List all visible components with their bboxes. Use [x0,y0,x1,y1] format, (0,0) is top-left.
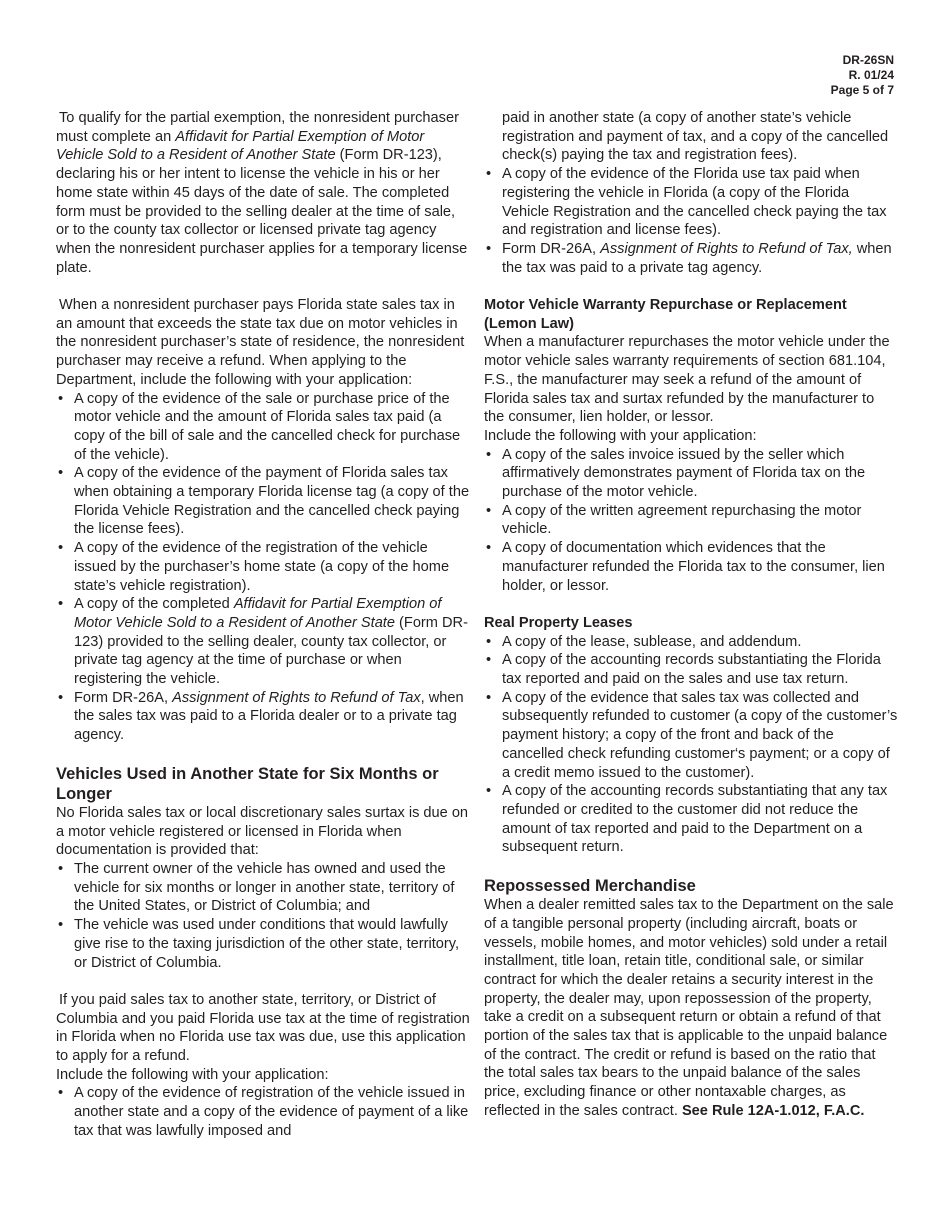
form-header [831,53,894,98]
list-item: • The current owner of the vehicle has owned and used the vehicle for six months or longer in another state, territory of the United States, or District of Columbia; and [56,860,470,916]
list-item: • A copy of the evidence of the registration of the vehicle issued by the purchaser’s home state (a copy of the home state’s vehicle registration). [56,539,470,595]
right-column [484,109,898,1121]
lemon-law-paragraph: When a manufacturer repurchases the motor vehicle under the motor vehicle sales warranty requirements of section 681.104, F.S., the manufacturer may seek a refund of the amount of Florida sales tax and surtax refunded by the manufacturer to the consumer, lien holder, or lessor. [484,334,890,426]
lemon-law-list [484,446,898,596]
repossessed-paragraph: When a dealer remitted sales tax to the Department on the sale of a tangible personal property (including aircraft, boats or vessels, mobile homes, and motor vehicles) sold under a retail installment, title loan, retain title, conditional sale, or similar contract for which the dealer retains a security interest in the property, the dealer may, upon repossession of the property, take a credit on a subsequent return or obtain a refund of that portion of the sales tax that is applicable to the unpaid balance of the contract. The credit or refund is based on the ratio that the total sales tax bears to the unpaid balance of the sales price, excluding finance or other nontaxable charges, as reflected in the sales contract. See Rule 12A-1.012, F.A.C. [484,897,894,1119]
section-heading-lemon-law: Motor Vehicle Warranty Repurchase or Replacement (Lemon Law) [484,297,847,332]
left-column [56,109,470,1141]
partial-exemption-paragraph: To qualify for the partial exemption, the nonresident purchaser must complete an Affidavit for Partial Exemption of Motor Vehicle Sold to a Resident of Another State (Form DR-123), declaring his or her intent to license the vehicle in his or her home state within 45 days of the date of sale. The completed form must be provided to the selling dealer at the time of sale, or to the county tax collector or licensed private tag agency when the nonresident purchaser applies for a temporary license plate. [56,110,468,276]
form-revision: R. 01/24 [848,68,894,82]
form-id: DR-26SN [842,53,894,67]
include-paragraph: Include the following with your application: [56,1066,329,1083]
section-heading-leases: Real Property Leases [484,614,633,631]
vehicles-conditions-list [56,860,470,972]
page-number: Page 5 of 7 [830,83,894,97]
leases-list [484,633,898,857]
list-item: • A copy of the sales invoice issued by the seller which affirmatively demonstrates payment of Florida tax on the purchase of the motor vehicle. [484,446,898,502]
refund-paragraph: When a nonresident purchaser pays Florida state sales tax in an amount that exceeds the state tax due on motor vehicles in the nonresident purchaser’s state of residence, the nonresident purchaser may receive a refund. When applying to the Department, include the following with your application: [56,297,465,388]
section-heading-repossessed: Repossessed Merchandise [484,877,696,896]
section-heading-vehicles: Vehicles Used in Another State for Six Months or Longer [56,764,439,803]
list-item: • A copy of the evidence of the payment of Florida sales tax when obtaining a temporary Florida license tag (a copy of the Florida Vehicle Registration and the cancelled check paying the license fees). [56,464,470,539]
vehicles-paragraph: No Florida sales tax or local discretionary sales surtax is due on a motor vehicle registered or licensed in Florida when documentation is provided that: [56,804,469,859]
other-state-paragraph: If you paid sales tax to another state, territory, or District of Columbia and you paid Florida use tax at the time of registration in Florida when no Florida use tax was due, use this application to apply for a refund. [56,991,470,1065]
list-item: • A copy of the evidence that sales tax was collected and subsequently refunded to customer (a copy of the customer’s payment history; a copy of the front and back of the cancelled check refunding customer‘s payment; or a copy of a credit memo issued to the customer). [484,689,898,783]
list-item: • Form DR-26A, Assignment of Rights to Refund of Tax, when the tax was paid to a private tag agency. [484,240,898,277]
list-continuation: paid in another state (a copy of another state’s vehicle registration and payment of tax, and a copy of the cancelled check(s) paying the tax and registration fees). [502,110,889,164]
list-item: • A copy of the evidence of registration of the vehicle issued in another state and a copy of the evidence of payment of a like tax that was lawfully imposed and [56,1084,470,1140]
list-item: • A copy of the evidence of the Florida use tax paid when registering the vehicle in Florida (a copy of the Florida Vehicle Registration and the cancelled check paying the tax and registration and license fees). [484,165,898,240]
list-item: • A copy of the completed Affidavit for Partial Exemption of Motor Vehicle Sold to a Resident of Another State (Form DR-123) provided to the selling dealer, county tax collector, or private tag agency at the time of purchase or when registering the vehicle. [56,595,470,689]
refund-requirements-list [56,390,470,745]
list-item: • A copy of the written agreement repurchasing the motor vehicle. [484,502,898,539]
include-paragraph: Include the following with your application: [484,427,757,444]
list-item: • A copy of the accounting records substantiating the Florida tax reported and paid on the sales and use tax return. [484,651,898,688]
list-item: • A copy of the accounting records substantiating that any tax refunded or credited to the customer did not reduce the amount of tax reported and paid to the Department on a subsequent return. [484,782,898,857]
list-item: • A copy of the lease, sublease, and addendum. [484,633,898,652]
list-item: • The vehicle was used under conditions that would lawfully give rise to the taxing jurisdiction of the other state, territory, or District of Columbia. [56,916,470,972]
list-item: • A copy of the evidence of the sale or purchase price of the motor vehicle and the amount of Florida sales tax paid (a copy of the bill of sale and the cancelled check for purchase of the vehicle). [56,390,470,465]
rule-reference: See Rule 12A-1.012, F.A.C. [681,1102,865,1119]
use-tax-list [484,165,898,277]
other-state-list [56,1084,470,1140]
list-item: • Form DR-26A, Assignment of Rights to Refund of Tax, when the sales tax was paid to a Florida dealer or to a private tag agency. [56,689,470,745]
list-item: • A copy of documentation which evidences that the manufacturer refunded the Florida tax to the consumer, lien holder, or lessor. [484,539,898,595]
